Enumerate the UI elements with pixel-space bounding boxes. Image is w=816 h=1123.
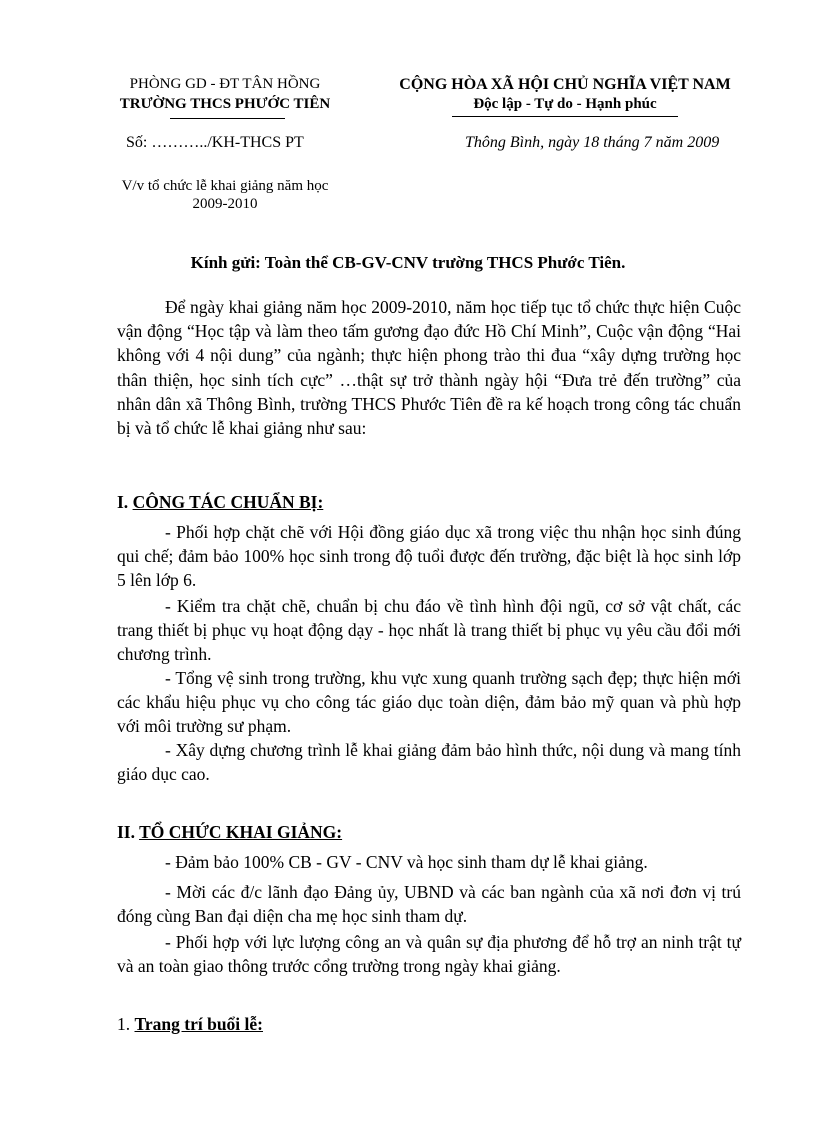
- school-name-rule: [170, 118, 285, 119]
- subject-line-2: 2009-2010: [192, 196, 258, 212]
- section-2-item-3-text: - Phối hợp với lực lượng công an và quân sự địa phương để hỗ trợ an ninh trật tự và an toàn giao thông trước cổng trường trong ngày khai giảng.: [117, 932, 741, 977]
- section-1-item-1-text: - Phối hợp chặt chẽ với Hội đồng giáo dục xã trong việc thu nhận học sinh đúng qui chế; đảm bảo 100% học sinh trong độ tuổi được đến trường, đặc biệt là học sinh lớp 5 lên lớp 6.: [117, 522, 741, 591]
- document-number: Số: ………../KH-THCS PT: [126, 134, 304, 151]
- school-name: TRƯỜNG THCS PHƯỚC TIÊN: [119, 96, 331, 112]
- section-1-item-4: [117, 738, 741, 786]
- section-1-number: I.: [117, 492, 133, 512]
- subsection-1-number: 1.: [117, 1014, 135, 1034]
- section-2-item-2-text: - Mời các đ/c lãnh đạo Đảng ủy, UBND và các ban ngành của xã nơi đơn vị trú đóng cùng Ban đại diện cha mẹ học sinh tham dự.: [117, 882, 741, 927]
- section-2-item-1-text: - Đảm bảo 100% CB - GV - CNV và học sinh tham dự lễ khai giảng.: [165, 852, 648, 872]
- motto-rule: [452, 116, 678, 117]
- section-1-item-3-text: - Tổng vệ sinh trong trường, khu vực xung quanh trường sạch đẹp; thực hiện mới các khẩu hiệu phục vụ cho công tác giáo dục toàn diện, đảm bảo mỹ quan và phù hợp với môi trường sư phạm.: [117, 668, 741, 737]
- place-date: Thông Bình, ngày 18 tháng 7 năm 2009: [465, 134, 720, 151]
- subsection-1-title: Trang trí buổi lễ:: [134, 1014, 263, 1034]
- section-2-item-3: [117, 930, 741, 978]
- issuing-department: PHÒNG GD - ĐT TÂN HỒNG: [129, 76, 321, 92]
- section-1-item-3: [117, 666, 741, 739]
- intro-text: Để ngày khai giảng năm học 2009-2010, năm học tiếp tục tổ chức thực hiện Cuộc vận động “Học tập và làm theo tấm gương đạo đức Hồ Chí Minh”, Cuộc vận động “Hai không với 4 nội dung” của ngành; thực hiện phong trào thi đua “xây dựng trường học thân thiện, học sinh tích cực” …thật sự trở thành ngày hội “Đưa trẻ đến trường” của nhân dân xã Thông Bình, trường THCS Phước Tiên đề ra kế hoạch trong công tác chuẩn bị và tổ chức lễ khai giảng như sau:: [117, 297, 741, 439]
- section-2-item-2: [117, 880, 741, 928]
- section-1-item-1: [117, 520, 741, 593]
- subsection-1-heading: [117, 1014, 263, 1035]
- section-1-item-2: [117, 594, 741, 667]
- national-title: CỘNG HÒA XÃ HỘI CHỦ NGHĨA VIỆT NAM: [399, 76, 731, 93]
- intro-paragraph: [117, 295, 741, 440]
- section-1-heading: [117, 492, 323, 513]
- section-2-heading: [117, 822, 342, 843]
- section-1-title: CÔNG TÁC CHUẨN BỊ:: [132, 492, 324, 512]
- subject-line-1: V/v tổ chức lễ khai giảng năm học: [121, 178, 329, 194]
- section-1-item-2-text: - Kiểm tra chặt chẽ, chuẩn bị chu đáo về tình hình đội ngũ, cơ sở vật chất, các trang thiết bị phục vụ hoạt động dạy - học nhất là trang thiết bị phục vụ yêu cầu đổi mới chương trình.: [117, 596, 741, 665]
- recipient-line: Kính gửi: Toàn thể CB-GV-CNV trường THCS Phước Tiên.: [190, 253, 626, 272]
- section-2-item-1: [117, 850, 741, 874]
- section-1-item-4-text: - Xây dựng chương trình lễ khai giảng đảm bảo hình thức, nội dung và mang tính giáo dục cao.: [117, 740, 741, 785]
- section-2-number: II.: [117, 822, 140, 842]
- section-2-title: TỔ CHỨC KHAI GIẢNG:: [139, 822, 343, 842]
- national-motto: Độc lập - Tự do - Hạnh phúc: [473, 96, 657, 112]
